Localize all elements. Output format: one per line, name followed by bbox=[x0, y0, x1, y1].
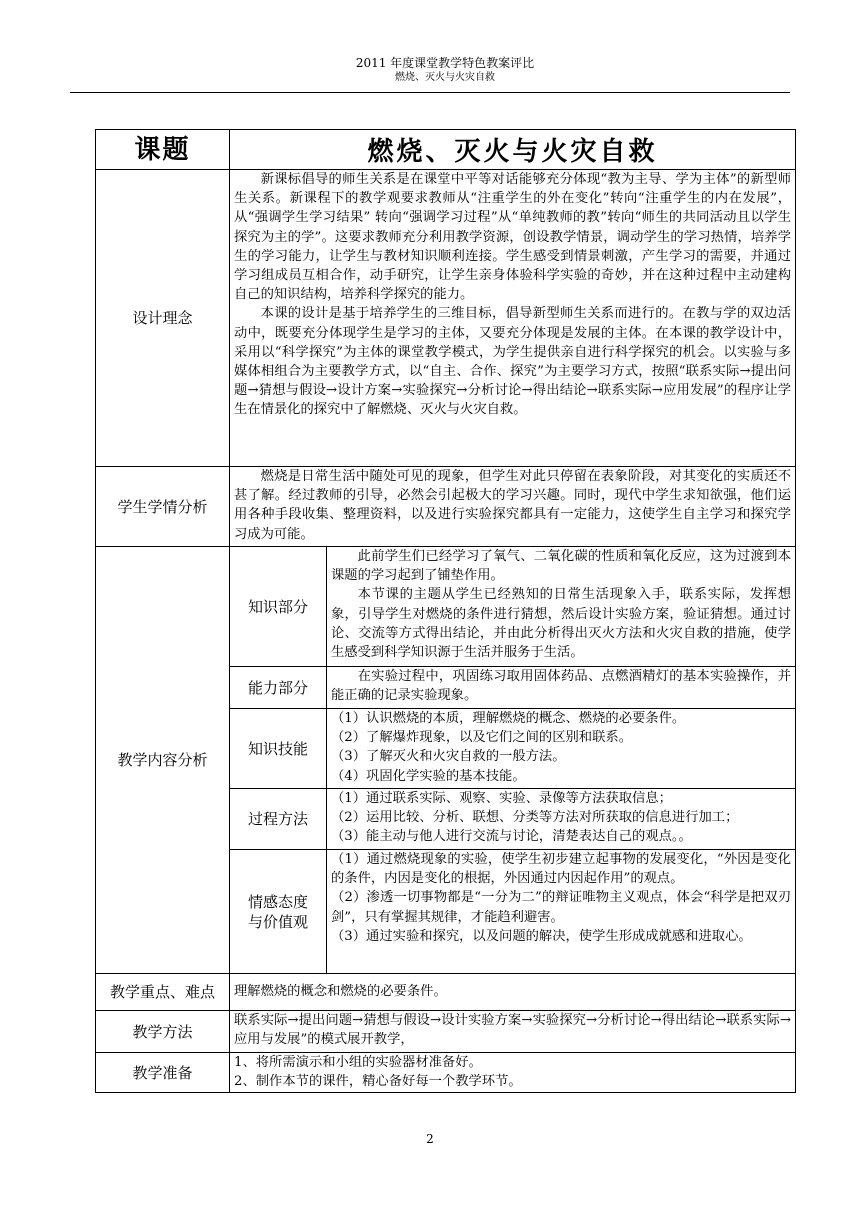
header-rule bbox=[70, 92, 790, 93]
key-points-text: 理解燃烧的概念和燃烧的必要条件。 bbox=[230, 974, 796, 1011]
knowledge-label: 知识部分 bbox=[230, 547, 327, 667]
emotion-item-1: （1）通过燃烧现象的实验，使学生初步建立起事物的发展变化，“外因是变化的条件，内因是变化的根据，外因通过内因起作用”的观点。 bbox=[331, 852, 792, 887]
prep-item-1: 1、将所需演示和小组的实验器材准备好。 bbox=[234, 1055, 482, 1070]
process-item-1: （1）通过联系实际、观察、实验、录像等方法获取信息； bbox=[331, 791, 672, 806]
knowledge-paragraph-2: 本节课的主题从学生已经熟知的日常生活现象入手，联系实际，发挥想象，引导学生对燃烧的条件进行猜想，然后设计实验方案，验证猜想。通过讨论、交流等方式得出结论，并由此分析得出灭火方法和火灾自救的措施，使学生感受到科学知识源于生活并服务于生活。 bbox=[331, 587, 792, 661]
emotion-label bbox=[230, 850, 327, 974]
ability-text bbox=[327, 667, 796, 709]
prep-label: 教学准备 bbox=[96, 1053, 230, 1093]
students-text bbox=[230, 467, 796, 547]
emotion-label-line-1: 情感态度 bbox=[247, 892, 308, 911]
lesson-plan-table bbox=[95, 129, 796, 1093]
skills-item-1: （1）认识燃烧的本质，理解燃烧的概念、燃烧的必要条件。 bbox=[331, 711, 686, 726]
process-item-3: （3）能主动与他人进行交流与讨论，清楚表达自己的观点。。 bbox=[331, 829, 692, 845]
method-text: 联系实际→提出问题→猜想与假设→设计实验方案→实验探究→分析讨论→得出结论→联系实际→应用与发展”的模式展开教学， bbox=[230, 1011, 796, 1053]
design-text bbox=[230, 170, 796, 467]
skills-item-4: （4）巩固化学实验的基本技能。 bbox=[331, 768, 526, 784]
emotion-item-2: （2）渗透一切事物都是“一分为二”的辩证唯物主义观点，体会“科学是把双刃剑”，只有掌握其规律，才能趋利避害。 bbox=[331, 890, 792, 925]
content-analysis-label: 教学内容分析 bbox=[96, 547, 230, 974]
skills-label: 知识技能 bbox=[230, 709, 327, 789]
emotion-label-line-2: 与价值观 bbox=[247, 912, 308, 931]
prep-text bbox=[230, 1053, 796, 1093]
method-row bbox=[96, 1011, 796, 1053]
students-label: 学生学情分析 bbox=[96, 467, 230, 547]
emotion-item-3: （3）通过实验和探究，以及问题的解决，使学生形成成就感和进取心。 bbox=[331, 928, 752, 944]
prep-item-2: 2、制作本节的课件，精心备好每一个教学环节。 bbox=[234, 1074, 522, 1090]
title-row bbox=[96, 130, 796, 170]
ability-label: 能力部分 bbox=[230, 667, 327, 709]
students-paragraph: 燃烧是日常生活中随处可见的现象，但学生对此只停留在表象阶段，对其变化的实质还不甚了解。经过教师的引导，必然会引起极大的学习兴趣。同时，现代中学生求知欲强，他们运用各种手段收集、整理资料，以及进行实验探究都具有一定能力，这使学生自主学习和探究学习成为可能。 bbox=[234, 469, 792, 542]
design-paragraph-1: 新课标倡导的师生关系是在课堂中平等对话能够充分体现“教为主导、学为主体”的新型师生关系。新课程下的教学观要求教师从“注重学生的外在变化”转向“注重学生的内在发展”，从“强调学生学习结果” 转向“强调学习过程”从“单纯教师的教”转向“师生的共同活动且以学生探究为主的学”。这要求教师充分利用教学资源，创设教学情景，调动学生的学习热情，培养学生的学习能力，让学生与教材知识顺利连接。学生感受到情景刺激，产生学习的需要，并通过学习组成员互相合作，动手研究，让学生亲身体验科学实验的奇妙，并在这种过程中主动建构自己的知识结构，培养科学探究的能力。 bbox=[234, 172, 792, 303]
key-points-label: 教学重点、难点 bbox=[96, 974, 230, 1011]
page-number: 2 bbox=[426, 1132, 434, 1146]
lesson-title: 燃烧、灭火与火灾自救 bbox=[230, 130, 796, 170]
design-paragraph-2: 本课的设计是基于培养学生的三维目标，倡导新型师生关系而进行的。在教与学的双边活动中，既要充分体现学生是学习的主体，又要充分体现是发展的主体。在本课的教学设计中，采用以“科学探究”为主体的课堂教学模式，为学生提供亲自进行科学探究的机会。以实验与多媒体相组合为主要教学方式，以“自主、合作、探究”为主要学习方式，按照“联系实际→提出问题→猜想与假设→设计方案→实验探究→分析讨论→得出结论→联系实际→应用发展”的程序让学生在情景化的探究中了解燃烧、灭火与火灾自救。 bbox=[234, 306, 792, 418]
process-item-2: （2）运用比较、分析、联想、分类等方法对所获取的信息进行加工； bbox=[331, 810, 739, 826]
key-points-row bbox=[96, 974, 796, 1011]
design-label: 设计理念 bbox=[96, 170, 230, 467]
knowledge-row bbox=[96, 547, 796, 667]
header-title: 2011 年度课堂教学特色教案评比 bbox=[355, 56, 535, 70]
skills-item-3: （3）了解灭火和火灾自救的一般方法。 bbox=[331, 749, 566, 765]
topic-label: 课题 bbox=[96, 130, 230, 170]
skills-text bbox=[327, 709, 796, 789]
process-label: 过程方法 bbox=[230, 789, 327, 850]
knowledge-paragraph-1: 此前学生们已经学习了氧气、二氧化碳的性质和氧化反应，这为过渡到本课题的学习起到了铺垫作用。 bbox=[331, 549, 792, 584]
skills-item-2: （2）了解爆炸现象，以及它们之间的区别和联系。 bbox=[331, 730, 632, 746]
prep-row bbox=[96, 1053, 796, 1093]
ability-paragraph: 在实验过程中，巩固练习取用固体药品、点燃酒精灯的基本实验操作，并能正确的记录实验现象。 bbox=[331, 669, 792, 704]
header-subtitle: 燃烧、灭火与火灾自救 bbox=[395, 72, 495, 83]
method-label: 教学方法 bbox=[96, 1011, 230, 1053]
students-row bbox=[96, 467, 796, 547]
design-row bbox=[96, 170, 796, 467]
knowledge-text bbox=[327, 547, 796, 667]
page-header bbox=[95, 56, 795, 84]
emotion-text bbox=[327, 850, 796, 974]
process-text bbox=[327, 789, 796, 850]
